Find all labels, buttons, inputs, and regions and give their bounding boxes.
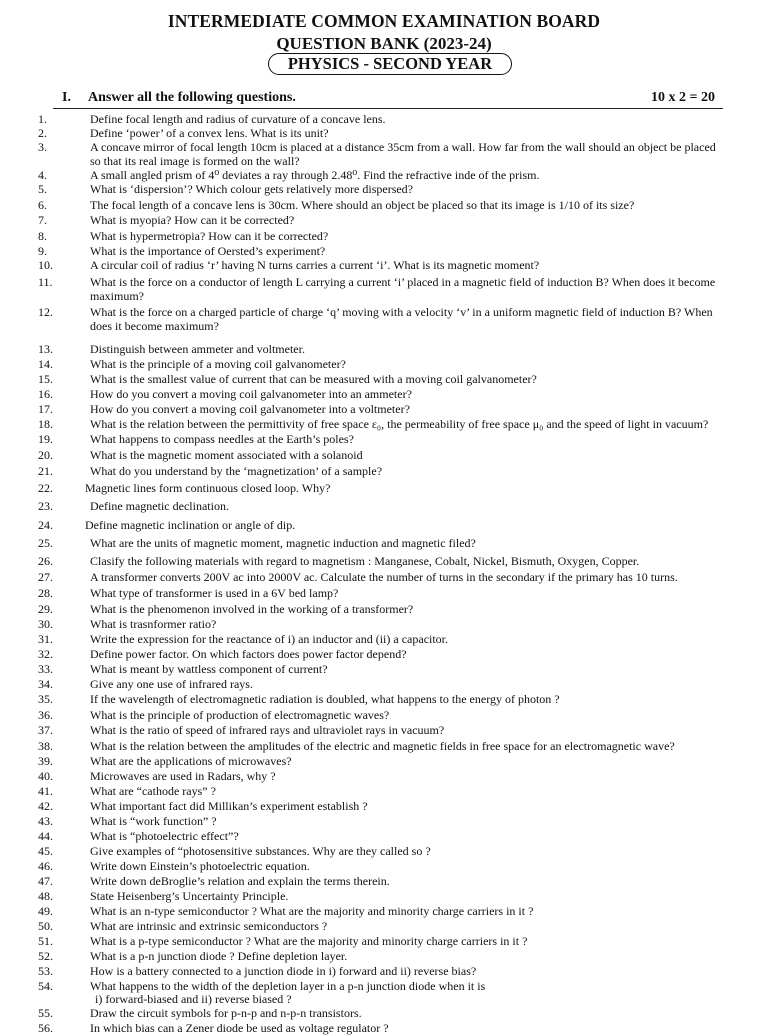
question-number: 53.	[38, 964, 53, 978]
question-number: 21.	[38, 464, 53, 478]
question-number: 39.	[38, 754, 53, 768]
question-number: 5.	[38, 182, 47, 196]
question-number: 14.	[38, 357, 53, 371]
question-text: If the wavelength of electromagnetic radiation is doubled, what happens to the energy of photon ?	[90, 692, 560, 706]
question-list	[0, 112, 768, 1035]
question-text: What do you understand by the ‘magnetization’ of a sample?	[90, 464, 383, 478]
question-text: What happens to compass needles at the Earth’s poles?	[90, 432, 354, 446]
question-text: What is an n-type semiconductor ? What are the majority and minority charge carriers in it ?	[90, 904, 534, 918]
question-text: Write down Einstein’s photoelectric equation.	[90, 859, 310, 873]
question-text: What is the smallest value of current that can be measured with a moving coil galvanometer?	[90, 372, 537, 386]
question-number: 52.	[38, 949, 53, 963]
board-title: INTERMEDIATE COMMON EXAMINATION BOARD	[167, 11, 601, 31]
question-text: What important fact did Millikan’s experiment establish ?	[90, 799, 368, 813]
question-text: Define power factor. On which factors does power factor depend?	[90, 647, 407, 661]
question-text: What type of transformer is used in a 6V bed lamp?	[90, 586, 339, 600]
question-text: Define magnetic inclination or angle of dip.	[85, 518, 296, 532]
question-text: What is the relation between the permittivity of free space ε₀, the permeability of free space μ₀ and the speed of light in vacuum?	[90, 417, 709, 431]
question-number: 41.	[38, 784, 53, 798]
question-number: 6.	[38, 198, 47, 212]
question-number: 33.	[38, 662, 53, 676]
question-text: What is “work function” ?	[90, 814, 217, 828]
question-text: A circular coil of radius ‘r’ having N turns carries a current ‘i’. What is its magnetic moment?	[90, 258, 540, 272]
question-number: 1.	[38, 112, 47, 126]
question-text: What is myopia? How can it be corrected?	[90, 213, 295, 227]
question-number: 8.	[38, 229, 47, 243]
question-text: What is the principle of a moving coil galvanometer?	[90, 357, 346, 371]
question-text: Give any one use of infrared rays.	[90, 677, 253, 691]
question-text: What is “photoelectric effect”?	[90, 829, 239, 843]
question-number: 40.	[38, 769, 53, 783]
question-text: Microwaves are used in Radars, why ?	[90, 769, 276, 783]
question-text: What is the force on a conductor of length L carrying a current ‘i’ placed in a magnetic field of induction B? When does it become maximum?	[90, 275, 716, 303]
question-number: 24.	[38, 518, 53, 532]
question-text: What is the ratio of speed of infrared rays and ultraviolet rays in vacuum?	[90, 723, 445, 737]
question-number: 18.	[38, 417, 53, 431]
question-text: What is meant by wattless component of current?	[90, 662, 328, 676]
question-text: Draw the circuit symbols for p-n-p and n-p-n transistors.	[90, 1006, 362, 1020]
question-number: 20.	[38, 448, 53, 462]
question-number: 25.	[38, 536, 53, 550]
question-number: 3.	[38, 140, 47, 154]
question-text: The focal length of a concave lens is 30cm. Where should an object be placed so that its image is 1/10 of its size?	[90, 198, 635, 212]
question-text: Define ‘power’ of a convex lens. What is its unit?	[90, 126, 329, 140]
section-number: I.	[62, 90, 71, 105]
question-number: 48.	[38, 889, 53, 903]
section-marks: 10 x 2 = 20	[651, 90, 715, 105]
question-text: What happens to the width of the depletion layer in a p-n junction diode when it is	[90, 979, 486, 993]
question-text: What are “cathode rays” ?	[90, 784, 216, 798]
question-number: 34.	[38, 677, 53, 691]
question-number: 23.	[38, 499, 53, 513]
question-text: A transformer converts 200V ac into 2000V ac. Calculate the number of turns in the secondary if the primary has 10 turns.	[90, 570, 678, 584]
question-text: Write down deBroglie’s relation and explain the terms therein.	[90, 874, 390, 888]
question-number: 4.	[38, 168, 47, 182]
question-number: 12.	[38, 305, 53, 319]
question-text: What is a p-type semiconductor ? What are the majority and minority charge carriers in it ?	[90, 934, 528, 948]
question-text: How do you convert a moving coil galvanometer into a voltmeter?	[90, 402, 410, 416]
question-number: 50.	[38, 919, 53, 933]
question-text: How do you convert a moving coil galvanometer into an ammeter?	[90, 387, 412, 401]
question-text: Distinguish between ammeter and voltmeter.	[90, 342, 305, 356]
question-number: 2.	[38, 126, 47, 140]
question-text: Define focal length and radius of curvature of a concave lens.	[90, 112, 386, 126]
question-text: What is the magnetic moment associated with a solanoid	[90, 448, 363, 462]
question-text: A concave mirror of focal length 10cm is placed at a distance 35cm from a wall. How far from the wall should an object be placed so that its real image is formed on the wall?	[90, 140, 716, 168]
question-number: 32.	[38, 647, 53, 661]
question-number: 15.	[38, 372, 53, 386]
question-text: What is the phenomenon involved in the working of a transformer?	[90, 602, 414, 616]
question-number: 10.	[38, 258, 53, 272]
section-instruction: Answer all the following questions.	[88, 90, 296, 105]
question-number: 51.	[38, 934, 53, 948]
question-number: 49.	[38, 904, 53, 918]
question-text: What is trasnformer ratio?	[90, 617, 217, 631]
question-text: Define magnetic declination.	[90, 499, 229, 513]
question-text: Give examples of “photosensitive substances. Why are they called so ?	[90, 844, 431, 858]
question-number: 19.	[38, 432, 53, 446]
question-text: What are the applications of microwaves?	[90, 754, 292, 768]
question-number: 30.	[38, 617, 53, 631]
question-number: 7.	[38, 213, 47, 227]
question-bank-title: QUESTION BANK (2023-24)	[276, 34, 492, 53]
question-text: i) forward-biased and ii) reverse biased ?	[95, 992, 292, 1006]
question-text: What are the units of magnetic moment, magnetic induction and magnetic filed?	[90, 536, 476, 550]
question-text: What is the force on a charged particle of charge ‘q’ moving with a velocity ‘v’ in a uniform magnetic field of induction B? When does it become maximum?	[90, 305, 713, 333]
question-number: 54.	[38, 979, 53, 993]
question-number: 31.	[38, 632, 53, 646]
question-number: 46.	[38, 859, 53, 873]
question-number: 44.	[38, 829, 53, 843]
question-text: What is the principle of production of electromagnetic waves?	[90, 708, 390, 722]
question-number: 28.	[38, 586, 53, 600]
question-number: 27.	[38, 570, 53, 584]
question-text: In which bias can a Zener diode be used as voltage regulator ?	[90, 1021, 389, 1035]
section-divider	[53, 108, 723, 109]
question-number: 37.	[38, 723, 53, 737]
question-number: 47.	[38, 874, 53, 888]
question-text: What is hypermetropia? How can it be corrected?	[90, 229, 329, 243]
subject-banner: PHYSICS - SECOND YEAR	[268, 53, 512, 75]
question-number: 43.	[38, 814, 53, 828]
question-text: What is the importance of Oersted’s experiment?	[90, 244, 326, 258]
question-number: 36.	[38, 708, 53, 722]
question-number: 16.	[38, 387, 53, 401]
question-number: 42.	[38, 799, 53, 813]
question-text: Magnetic lines form continuous closed loop. Why?	[85, 481, 331, 495]
question-number: 35.	[38, 692, 53, 706]
question-text: What are intrinsic and extrinsic semiconductors ?	[90, 919, 328, 933]
question-text: What is the relation between the amplitudes of the electric and magnetic fields in free space for an electromagnetic wave?	[90, 739, 675, 753]
question-number: 9.	[38, 244, 47, 258]
question-text: What is a p-n junction diode ? Define depletion layer.	[90, 949, 348, 963]
question-number: 38.	[38, 739, 53, 753]
question-number: 45.	[38, 844, 53, 858]
question-number: 26.	[38, 554, 53, 568]
question-text: Write the expression for the reactance of i) an inductor and (ii) a capacitor.	[90, 632, 449, 646]
question-text: How is a battery connected to a junction diode in i) forward and ii) reverse bias?	[90, 964, 477, 978]
question-number: 17.	[38, 402, 53, 416]
question-number: 13.	[38, 342, 53, 356]
question-number: 29.	[38, 602, 53, 616]
question-text: A small angled prism of 4⁰ deviates a ray through 2.48⁰. Find the refractive inde of the prism.	[90, 168, 540, 182]
question-number: 56.	[38, 1021, 53, 1035]
question-text: Clasify the following materials with regard to magnetism : Manganese, Cobalt, Nickel, Bismuth, Oxygen, Copper.	[90, 554, 640, 568]
question-number: 22.	[38, 481, 53, 495]
question-text: State Heisenberg’s Uncertainty Principle.	[90, 889, 289, 903]
question-text: What is ‘dispersion’? Which colour gets relatively more dispersed?	[90, 182, 414, 196]
question-number: 11.	[38, 275, 53, 289]
question-number: 55.	[38, 1006, 53, 1020]
